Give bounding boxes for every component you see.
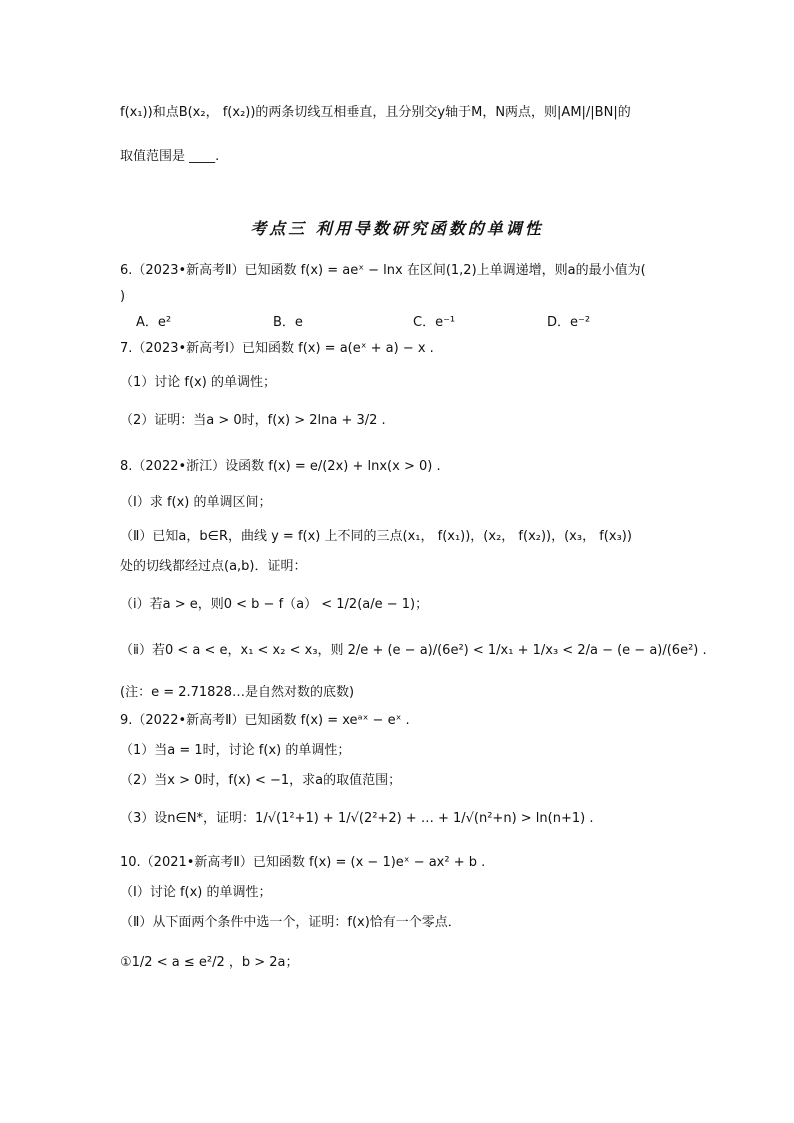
section-title: 考点三 利用导数研究函数的单调性 xyxy=(250,219,544,238)
line-20: （Ⅱ）从下面两个条件中选一个，证明：f(x)恰有一个零点． xyxy=(120,915,461,930)
line-13: (注：e = 2.71828…是自然对数的底数) xyxy=(120,685,355,700)
line-0: f(x₁))和点B(x₂， f(x₂))的两条切线互相垂直，且分别交y轴于M，N两点，则|AM|/|BN|的 xyxy=(120,105,631,120)
line-9: （Ⅱ）已知a，b∈R，曲线 y = f(x) 上不同的三点(x₁， f(x₁))，(x₂， f(x₂))，(x₃， f(x₃)) xyxy=(120,529,632,544)
line-12: （ⅱ）若0 < a < e，x₁ < x₂ < x₃，则 2/e + (e − a)/(6e²) < 1/x₁ + 1/x₃ < 2/a − (e − a)/(6e²) . xyxy=(120,643,707,658)
line-19: （Ⅰ）讨论 f(x) 的单调性； xyxy=(120,885,272,900)
line-2: 6.（2023•新高考Ⅱ）已知函数 f(x) = aeˣ − lnx 在区间(1,2)上单调递增，则a的最小值为( xyxy=(120,263,646,278)
option-c: C．e⁻¹ xyxy=(413,315,456,330)
line-16: （2）当x > 0时，f(x) < −1，求a的取值范围； xyxy=(120,773,402,788)
line-18: 10.（2021•新高考Ⅱ）已知函数 f(x) = (x − 1)eˣ − ax² + b . xyxy=(120,855,486,870)
line-4: 7.（2023•新高考Ⅰ）已知函数 f(x) = a(eˣ + a) − x . xyxy=(120,341,434,356)
line-5: （1）讨论 f(x) 的单调性； xyxy=(120,375,276,390)
line-3: ) xyxy=(120,289,126,304)
line-15: （1）当a = 1时，讨论 f(x) 的单调性； xyxy=(120,743,351,758)
line-10: 处的切线都经过点(a,b)．证明： xyxy=(120,559,307,574)
line-8: （Ⅰ）求 f(x) 的单调区间； xyxy=(120,495,272,510)
line-11: （ⅰ）若a > e，则0 < b − f（a） < 1/2(a/e − 1)； xyxy=(120,597,429,612)
line-14: 9.（2022•新高考Ⅱ）已知函数 f(x) = xeᵃˣ − eˣ . xyxy=(120,713,410,728)
line-21: ①1/2 < a ≤ e²/2 ，b > 2a； xyxy=(120,955,299,970)
line-17: （3）设n∈N*，证明：1/√(1²+1) + 1/√(2²+2) + … + 1/√(n²+n) > ln(n+1) . xyxy=(120,811,594,826)
option-a: A．e² xyxy=(136,315,172,330)
line-6: （2）证明：当a > 0时，f(x) > 2lna + 3/2 . xyxy=(120,413,386,428)
option-b: B．e xyxy=(273,315,303,330)
line-1: 取值范围是 ____. xyxy=(120,149,220,164)
option-d: D．e⁻² xyxy=(547,315,591,330)
line-7: 8.（2022•浙江）设函数 f(x) = e/(2x) + lnx(x > 0) . xyxy=(120,459,441,474)
